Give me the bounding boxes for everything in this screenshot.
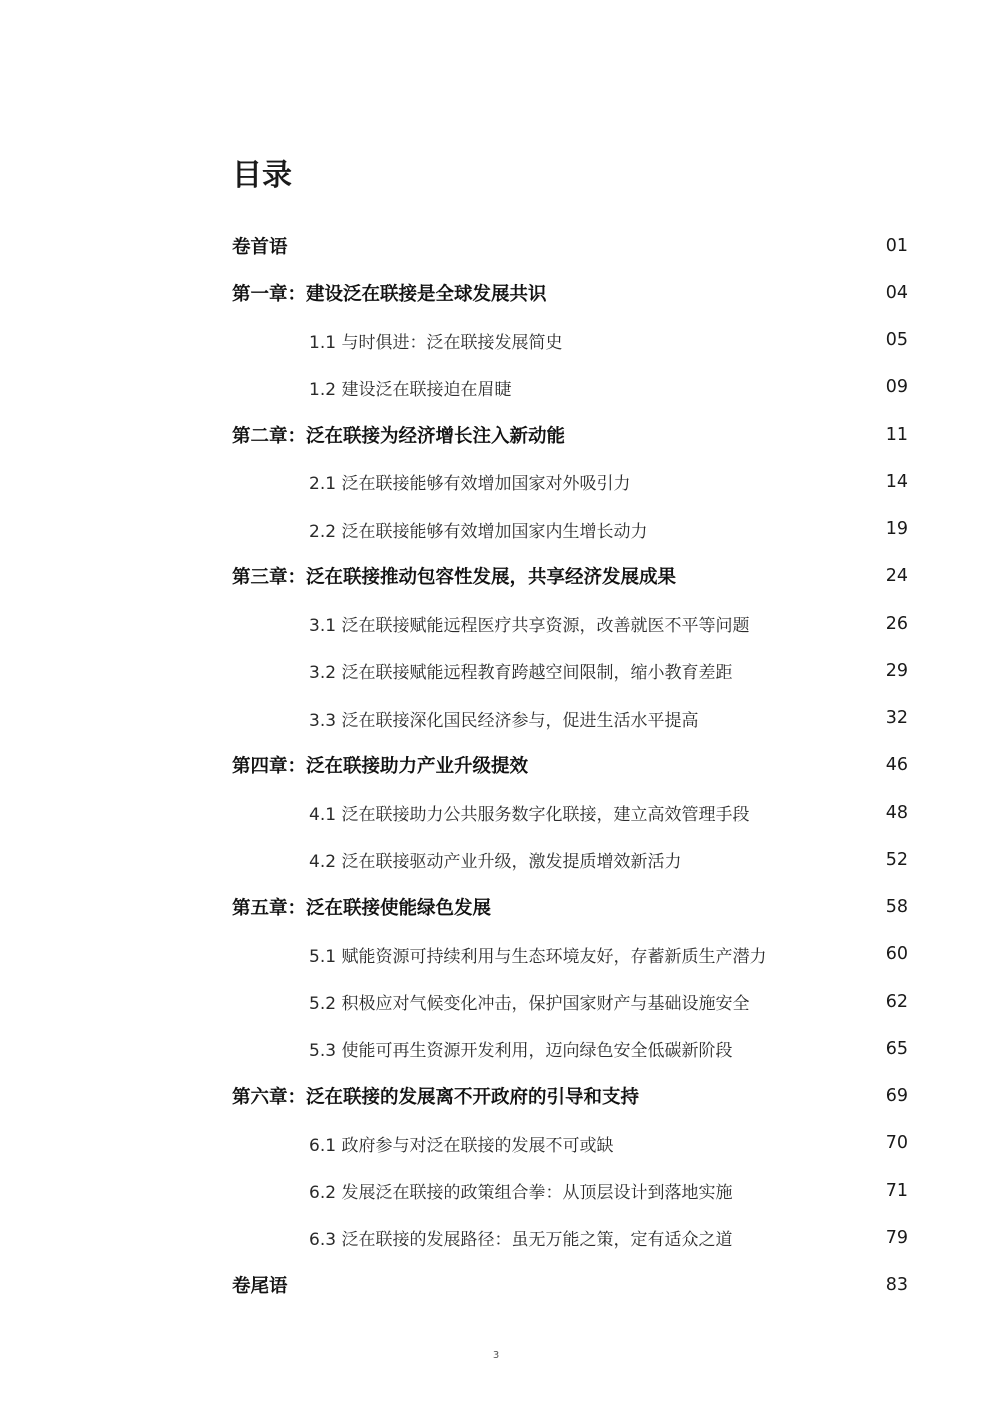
toc-section-entry[interactable] bbox=[232, 647, 908, 694]
toc-section-entry[interactable] bbox=[232, 317, 908, 364]
toc-section-entry[interactable] bbox=[232, 1120, 908, 1167]
toc-entry-page-number: 69 bbox=[885, 1086, 908, 1107]
toc-entry-title: 第六章：泛在联接的发展离不开政府的引导和支持 bbox=[232, 1087, 640, 1109]
toc-chapter-entry[interactable] bbox=[232, 1073, 908, 1120]
toc-chapter-entry[interactable] bbox=[232, 884, 908, 931]
toc-entry-page-number: 58 bbox=[885, 897, 908, 918]
toc-entry-title: 4.2 泛在联接驱动产业升级，激发提质增效新活力 bbox=[309, 852, 682, 873]
toc-entry-page-number: 70 bbox=[885, 1133, 908, 1154]
toc-section-entry[interactable] bbox=[232, 931, 908, 978]
toc-entry-page-number: 11 bbox=[885, 424, 908, 445]
toc-entry-page-number: 60 bbox=[885, 944, 908, 965]
toc-entry-title: 卷首语 bbox=[232, 236, 288, 258]
toc-entry-title: 第五章：泛在联接使能绿色发展 bbox=[232, 898, 492, 920]
page-title: 目录 bbox=[232, 158, 292, 193]
toc-entry-title: 卷尾语 bbox=[232, 1276, 288, 1298]
toc-entry-title: 6.1 政府参与对泛在联接的发展不可或缺 bbox=[309, 1135, 614, 1156]
toc-entry-title: 3.1 泛在联接赋能远程医疗共享资源，改善就医不平等问题 bbox=[309, 616, 750, 637]
toc-entry-title: 2.2 泛在联接能够有效增加国家内生增长动力 bbox=[309, 521, 648, 542]
toc-section-entry[interactable] bbox=[232, 1214, 908, 1261]
toc-entry-page-number: 83 bbox=[885, 1275, 908, 1296]
toc-entry-page-number: 09 bbox=[885, 377, 908, 398]
toc-entry-title: 1.2 建设泛在联接迫在眉睫 bbox=[309, 379, 512, 400]
toc-chapter-entry[interactable] bbox=[232, 1262, 908, 1309]
toc-chapter-entry[interactable] bbox=[232, 553, 908, 600]
toc-chapter-entry[interactable] bbox=[232, 411, 908, 458]
toc-entry-page-number: 52 bbox=[885, 849, 908, 870]
toc-section-entry[interactable] bbox=[232, 695, 908, 742]
toc-entry-page-number: 62 bbox=[885, 991, 908, 1012]
toc-entry-page-number: 26 bbox=[885, 613, 908, 634]
toc-section-entry[interactable] bbox=[232, 506, 908, 553]
toc-chapter-entry[interactable] bbox=[232, 269, 908, 316]
toc-section-entry[interactable] bbox=[232, 600, 908, 647]
toc-entry-title: 5.3 使能可再生资源开发利用，迈向绿色安全低碳新阶段 bbox=[309, 1041, 733, 1062]
toc-entry-title: 6.2 发展泛在联接的政策组合拳：从顶层设计到落地实施 bbox=[309, 1183, 733, 1204]
toc-entry-title: 5.2 积极应对气候变化冲击，保护国家财产与基础设施安全 bbox=[309, 994, 750, 1015]
toc-section-entry[interactable] bbox=[232, 1025, 908, 1072]
toc-entry-title: 5.1 赋能资源可持续利用与生态环境友好，存蓄新质生产潜力 bbox=[309, 946, 767, 967]
toc-entry-title: 第二章：泛在联接为经济增长注入新动能 bbox=[232, 425, 566, 447]
toc-entry-page-number: 79 bbox=[885, 1227, 908, 1248]
toc-entry-title: 第一章：建设泛在联接是全球发展共识 bbox=[232, 283, 547, 305]
toc-entry-title: 1.1 与时俱进：泛在联接发展简史 bbox=[309, 332, 563, 353]
toc-section-entry[interactable] bbox=[232, 1167, 908, 1214]
toc-entry-page-number: 14 bbox=[885, 471, 908, 492]
page-number: 3 bbox=[492, 1350, 500, 1361]
toc-entry-page-number: 24 bbox=[885, 566, 908, 587]
toc-section-entry[interactable] bbox=[232, 458, 908, 505]
toc-section-entry[interactable] bbox=[232, 978, 908, 1025]
toc-entry-page-number: 65 bbox=[885, 1038, 908, 1059]
toc-section-entry[interactable] bbox=[232, 836, 908, 883]
toc-entry-page-number: 05 bbox=[885, 330, 908, 351]
toc-entry-page-number: 01 bbox=[885, 235, 908, 256]
toc-entry-page-number: 19 bbox=[885, 519, 908, 540]
table-of-contents bbox=[232, 222, 908, 1309]
toc-entry-page-number: 04 bbox=[885, 282, 908, 303]
toc-section-entry[interactable] bbox=[232, 364, 908, 411]
toc-entry-title: 4.1 泛在联接助力公共服务数字化联接，建立高效管理手段 bbox=[309, 805, 750, 826]
toc-entry-page-number: 32 bbox=[885, 708, 908, 729]
toc-entry-title: 第四章：泛在联接助力产业升级提效 bbox=[232, 756, 529, 778]
toc-entry-page-number: 71 bbox=[885, 1180, 908, 1201]
toc-chapter-entry[interactable] bbox=[232, 742, 908, 789]
toc-chapter-entry[interactable] bbox=[232, 222, 908, 269]
toc-entry-title: 6.3 泛在联接的发展路径：虽无万能之策，定有适众之道 bbox=[309, 1230, 733, 1251]
toc-entry-title: 3.2 泛在联接赋能远程教育跨越空间限制，缩小教育差距 bbox=[309, 663, 733, 684]
toc-entry-page-number: 46 bbox=[885, 755, 908, 776]
toc-entry-title: 2.1 泛在联接能够有效增加国家对外吸引力 bbox=[309, 474, 631, 495]
toc-section-entry[interactable] bbox=[232, 789, 908, 836]
toc-entry-title: 第三章：泛在联接推动包容性发展，共享经济发展成果 bbox=[232, 567, 677, 589]
toc-entry-page-number: 48 bbox=[885, 802, 908, 823]
toc-entry-title: 3.3 泛在联接深化国民经济参与，促进生活水平提高 bbox=[309, 710, 699, 731]
toc-entry-page-number: 29 bbox=[885, 660, 908, 681]
